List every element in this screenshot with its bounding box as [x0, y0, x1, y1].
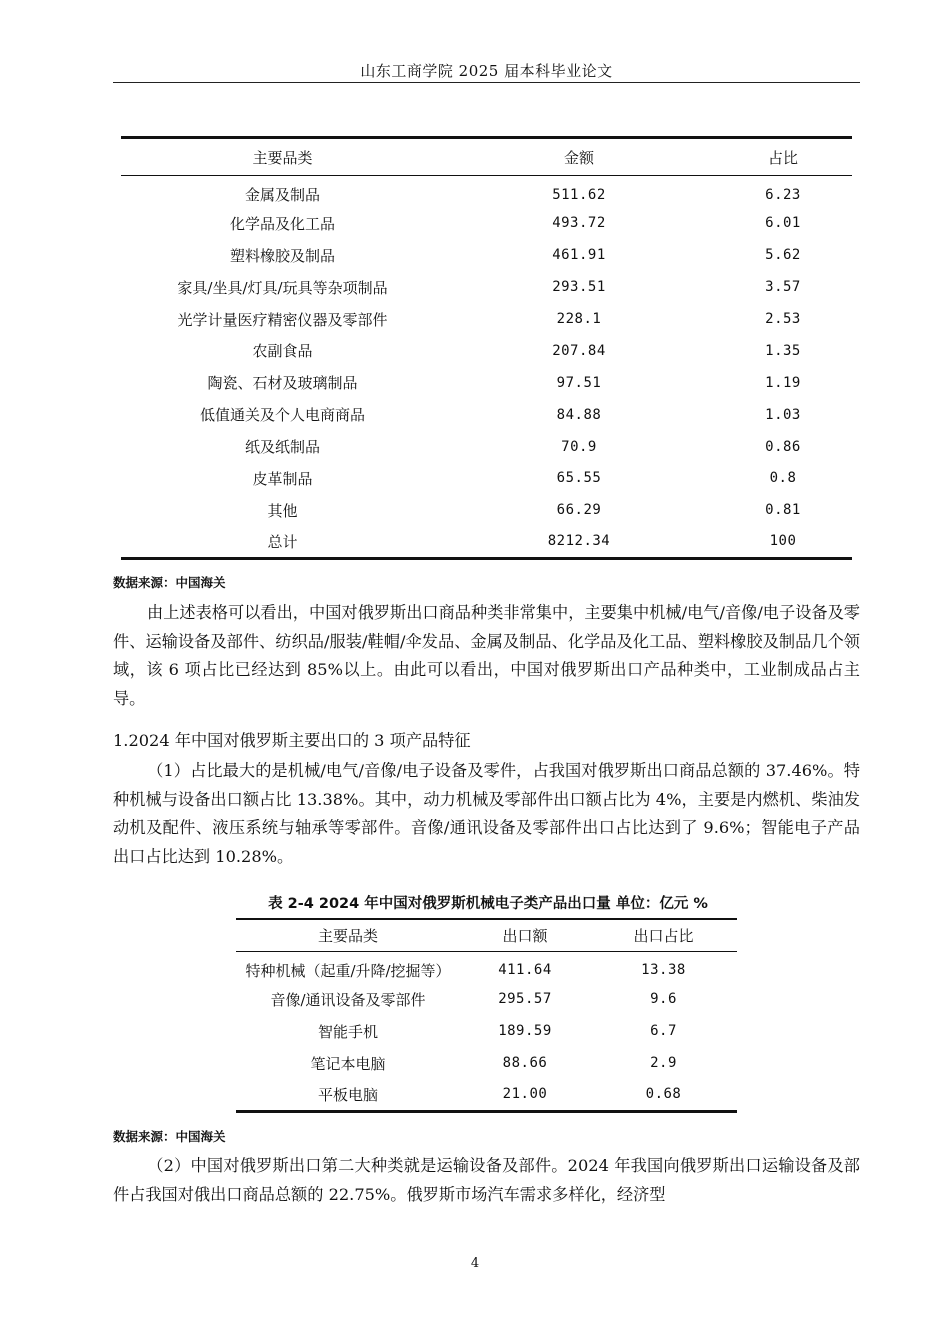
cell-amount: 411.64	[498, 962, 552, 979]
cell-amount: 293.51	[552, 279, 606, 296]
table-row	[236, 1079, 737, 1111]
cell-category: 低值通关及个人电商商品	[199, 406, 365, 425]
cell-amount: 66.29	[556, 502, 602, 519]
table-header-row	[236, 919, 737, 951]
cell-amount: 461.91	[552, 247, 606, 264]
cell-amount: 295.57	[498, 991, 552, 1007]
cell-amount: 88.66	[502, 1055, 548, 1071]
cell-amount: 65.55	[556, 470, 602, 487]
column-header-export-share: 出口占比	[633, 926, 694, 945]
cell-category: 皮革制品	[252, 469, 313, 488]
column-header-export-amount: 出口额	[502, 926, 548, 945]
cell-category: 总计	[267, 532, 298, 551]
cell-share: 0.68	[645, 1086, 682, 1103]
table-row	[121, 494, 852, 526]
table-row	[236, 1047, 737, 1079]
table-body	[236, 951, 737, 1111]
table-row	[121, 239, 852, 271]
cell-share: 0.86	[765, 438, 801, 455]
cell-share: 5.62	[765, 247, 801, 264]
cell-amount: 493.72	[552, 215, 606, 232]
body-paragraph-transport	[113, 1152, 860, 1209]
table-body	[121, 176, 852, 559]
section-heading: 1.2024 年中国对俄罗斯主要出口的 3 项产品特征	[113, 731, 471, 750]
body-paragraph-summary	[113, 599, 860, 713]
cell-category: 金属及制品	[244, 186, 320, 205]
cell-share: 6.7	[650, 1023, 677, 1039]
body-paragraph-machinery	[113, 757, 860, 871]
cell-share: 2.9	[650, 1055, 677, 1071]
cell-share: 1.19	[765, 374, 801, 391]
cell-category: 音像/通讯设备及零部件	[270, 990, 426, 1009]
cell-share: 6.23	[765, 186, 801, 203]
cell-category: 纸及纸制品	[244, 438, 320, 457]
page-header: 山东工商学院 2025 届本科毕业论文	[360, 62, 613, 80]
cell-category: 塑料橡胶及制品	[229, 246, 335, 265]
cell-category: 智能手机	[317, 1022, 378, 1041]
table-row	[236, 1015, 737, 1047]
cell-amount: 8212.34	[547, 533, 611, 550]
table-row	[121, 367, 852, 399]
table-row	[121, 176, 852, 208]
cell-amount: 21.00	[502, 1086, 548, 1103]
cell-amount: 228.1	[556, 311, 602, 327]
cell-share: 0.81	[765, 502, 801, 519]
table-row	[121, 271, 852, 303]
table-row	[121, 207, 852, 239]
cell-share: 2.53	[765, 311, 801, 327]
cell-share: 1.03	[765, 406, 801, 423]
table-row	[121, 431, 852, 463]
cell-category: 家具/坐具/灯具/玩具等杂项制品	[177, 278, 388, 297]
export-categories-table	[121, 136, 852, 560]
table1-source-note: 数据来源：中国海关	[113, 575, 226, 590]
table-row	[121, 399, 852, 431]
header-rule	[113, 82, 860, 83]
cell-amount: 70.9	[561, 438, 597, 455]
cell-amount: 207.84	[552, 342, 606, 359]
cell-share: 9.6	[650, 991, 677, 1007]
column-header-category: 主要品类	[317, 926, 378, 945]
cell-category: 笔记本电脑	[310, 1054, 386, 1073]
table2-source-note: 数据来源：中国海关	[113, 1129, 226, 1144]
cell-share: 0.8	[769, 470, 797, 487]
cell-category: 农副食品	[252, 342, 313, 361]
cell-category: 陶瓷、石材及玻璃制品	[207, 374, 358, 393]
page-number: 4	[470, 1256, 480, 1271]
cell-category: 平板电脑	[317, 1085, 378, 1104]
table-row	[121, 463, 852, 495]
cell-category: 化学品及化工品	[229, 214, 335, 233]
paragraph-text: （2）中国对俄罗斯出口第二大种类就是运输设备及部件。2024 年我国向俄罗斯出口运输设备及部件占我国对俄出口商品总额的 22.75%。俄罗斯市场汽车需求多样化，经济型	[113, 1156, 860, 1204]
cell-share: 13.38	[641, 962, 686, 979]
cell-amount: 511.62	[552, 186, 606, 203]
table-row	[236, 983, 737, 1015]
cell-share: 6.01	[765, 215, 801, 232]
cell-amount: 97.51	[556, 374, 602, 391]
cell-share: 100	[769, 533, 797, 550]
cell-share: 3.57	[765, 279, 801, 296]
table-row	[121, 526, 852, 558]
paragraph-text: 由上述表格可以看出，中国对俄罗斯出口商品种类非常集中，主要集中机械/电气/音像/电子设备及零件、运输设备及部件、纺织品/服装/鞋帽/伞发品、金属及制品、化学品及化工品、塑料橡胶及制品几个领域，该 6 项占比已经达到 85%以上。由此可以看出，中国对俄罗斯出口产品种类中，工业制成品占主导。	[113, 603, 860, 708]
column-header-amount: 金额	[563, 148, 594, 167]
machinery-export-table	[236, 918, 737, 1113]
cell-category: 光学计量医疗精密仪器及零部件	[177, 310, 388, 329]
cell-share: 1.35	[765, 342, 801, 359]
table2-caption: 表 2-4 2024 年中国对俄罗斯机械电子类产品出口量 单位：亿元 %	[268, 896, 708, 912]
table-row	[121, 303, 852, 335]
cell-category: 其他	[267, 501, 298, 520]
table-header-row	[121, 138, 852, 176]
table-row	[121, 335, 852, 367]
cell-category: 特种机械（起重/升降/挖掘等）	[245, 961, 451, 980]
paragraph-text: （1）占比最大的是机械/电气/音像/电子设备及零件，占我国对俄罗斯出口商品总额的 37.46%。特种机械与设备出口额占比 13.38%。其中，动力机械及零部件出口额占比为 4%，主要是内燃机、柴油发动机及配件、液压系统与轴承等零部件。音像/通讯设备及零部件出口占比达到了 9.6%；智能电子产品出口占比达到 10.28%。	[113, 761, 860, 866]
column-header-share: 占比	[767, 148, 798, 167]
cell-amount: 189.59	[498, 1023, 552, 1039]
table-row	[236, 951, 737, 983]
cell-amount: 84.88	[556, 406, 602, 423]
column-header-category: 主要品类	[252, 148, 313, 167]
